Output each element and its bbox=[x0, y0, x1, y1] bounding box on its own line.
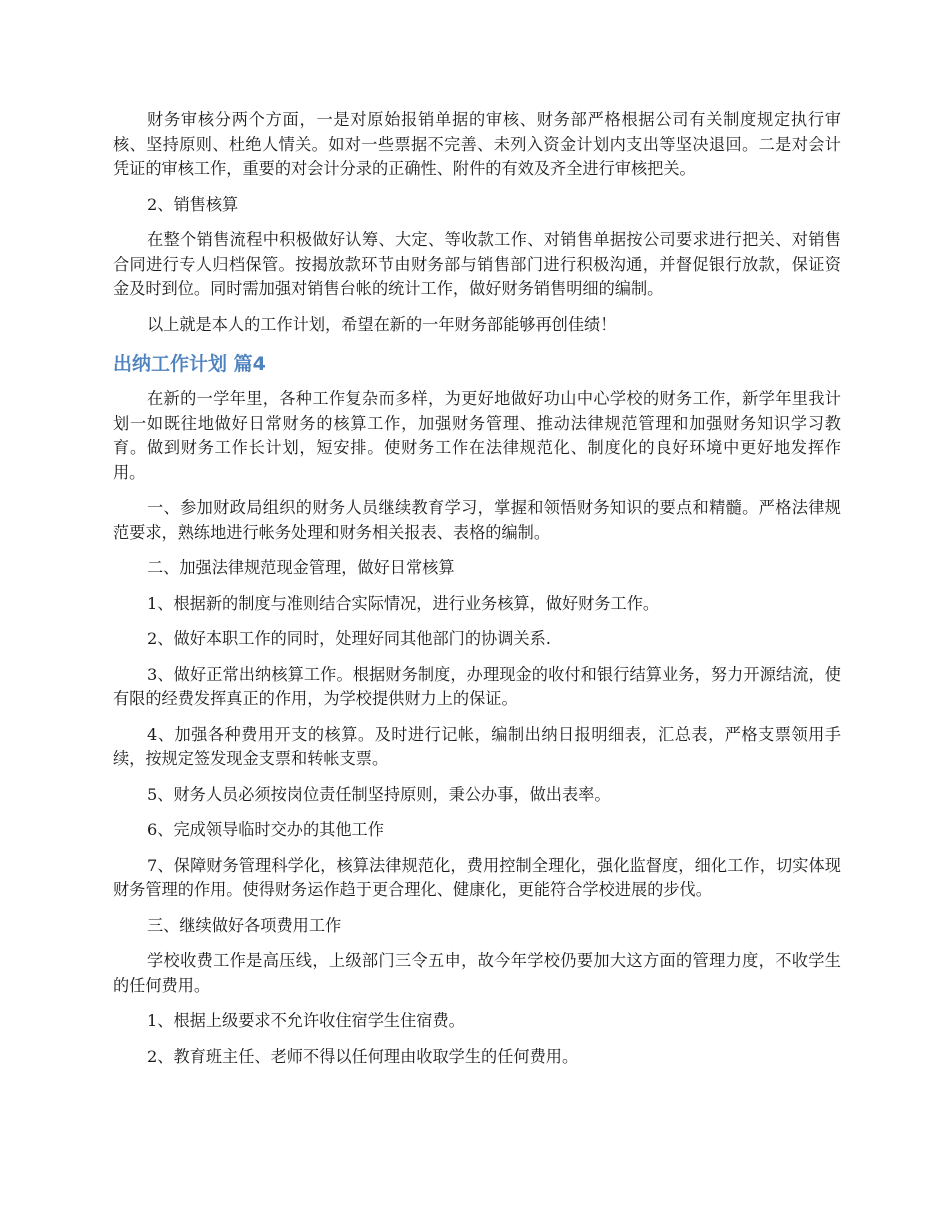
paragraph-sub-7: 7、保障财务管理科学化，核算法律规范化，费用控制全理化，强化监督度，细化工作，切实体现财务管理的作用。使得财务运作趋于更合理化、健康化，更能符合学校进展的步伐。 bbox=[113, 855, 841, 899]
paragraph-item-2: 二、加强法律规范现金管理，做好日常核算 bbox=[147, 558, 455, 577]
paragraph-intro: 在新的一学年里，各种工作复杂而多样，为更好地做好功山中心学校的财务工作，新学年里我计划一如既往地做好日常财务的核算工作，加强财务管理、推动法律规范管理和加强财务知识学习教育。做到财务工作长计划，短安排。使财务工作在法律规范化、制度化的良好环境中更好地发挥作用。 bbox=[113, 389, 841, 482]
paragraph-sales: 在整个销售流程中积极做好认筹、大定、等收款工作、对销售单据按公司要求进行把关、对销售合同进行专人归档保管。按揭放款环节由财务部与销售部门进行积极沟通，并督促银行放款，保证资金及时到位。同时需加强对销售台帐的统计工作，做好财务销售明细的编制。 bbox=[113, 230, 841, 298]
paragraph-fees: 学校收费工作是高压线，上级部门三令五申，故今年学校仍要加大这方面的管理力度，不收学生的任何费用。 bbox=[113, 951, 841, 995]
paragraph-fees-2: 2、教育班主任、老师不得以任何理由收取学生的任何费用。 bbox=[147, 1046, 579, 1066]
paragraph-sales-heading: 2、销售核算 bbox=[147, 194, 239, 214]
paragraph-item-1: 一、参加财政局组织的财务人员继续教育学习，掌握和领悟财务知识的要点和精髓。严格法律规范要求，熟练地进行帐务处理和财务相关报表、表格的编制。 bbox=[113, 498, 841, 542]
paragraph-sub-2: 2、做好本职工作的同时，处理好同其他部门的协调关系. bbox=[147, 629, 551, 648]
paragraph-fees-1: 1、根据上级要求不允许收住宿学生住宿费。 bbox=[147, 1011, 465, 1030]
document-page bbox=[113, 108, 841, 1080]
paragraph-closing: 以上就是本人的工作计划，希望在新的一年财务部能够再创佳绩！ bbox=[147, 314, 617, 334]
paragraph-sub-6: 6、完成领导临时交办的其他工作 bbox=[147, 820, 384, 839]
paragraph-sub-1: 1、根据新的制度与准则结合实际情况，进行业务核算，做好财务工作。 bbox=[147, 593, 660, 613]
paragraph-sub-3: 3、做好正常出纳核算工作。根据财务制度，办理现金的收付和银行结算业务，努力开源结流，使有限的经费发挥真正的作用，为学校提供财力上的保证。 bbox=[113, 664, 841, 708]
paragraph-audit: 财务审核分两个方面，一是对原始报销单据的审核、财务部严格根据公司有关制度规定执行审核、坚持原则、杜绝人情关。如对一些票据不完善、未列入资金计划内支出等坚决退回。二是对会计凭证的审核工作，重要的对会计分录的正确性、附件的有效及齐全进行审核把关。 bbox=[113, 110, 841, 178]
paragraph-sub-5: 5、财务人员必须按岗位责任制坚持原则，秉公办事，做出表率。 bbox=[147, 784, 611, 804]
paragraph-item-3: 三、继续做好各项费用工作 bbox=[147, 915, 342, 935]
section-heading: 出纳工作计划 篇4 bbox=[113, 353, 266, 375]
paragraph-sub-4: 4、加强各种费用开支的核算。及时进行记帐，编制出纳日报明细表，汇总表，严格支票领用手续，按规定签发现金支票和转帐支票。 bbox=[113, 724, 841, 768]
